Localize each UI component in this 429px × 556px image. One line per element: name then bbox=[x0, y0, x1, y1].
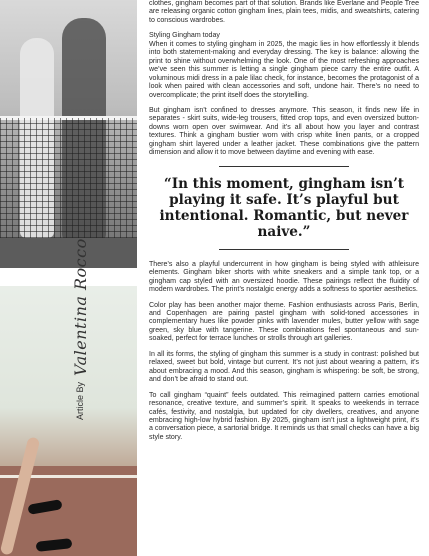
paragraph-styling: When it comes to styling gingham in 2025, the magic lies in how effortlessly it blends into both statement-making and everyday dressing. The key is balance: allowing the print to shine without overwhelming the look. One of the most refreshing approaches we’ve seen this summer is letting a single gingham piece carry the entire outfit. A voluminous midi dress in a pale lilac check, for instance, becomes the protagonist of a look when paired with clean accessories and soft, undone hair. There’s no need to overcomplicate; the print itself does the storytelling. bbox=[149, 40, 419, 99]
paragraph-intro: clothes, gingham becomes part of that solution. Brands like Everlane and People Tree are releasing organic cotton gingham lines, plain tees, midis, and sweatshirts, catering to conscious wardrobes. bbox=[149, 0, 419, 24]
paragraph-playful: There’s also a playful undercurrent in how gingham is being styled with athleisure elements. Gingham biker shorts with white sneakers and a simple tank top, or a gingham cap styled with an oversized hoodie. These pairings reflect the fluidity of modern wardrobes. The print’s nostalgic energy adds a softness to sportier aesthetics. bbox=[149, 260, 419, 294]
paragraph-color: Color play has been another major theme. Fashion enthusiasts across Paris, Berlin, and Copenhagen are pairing pastel gingham with solid-toned accessories in complementary hues like powder pinks with lavender mules, butter yellow with sage green, sky blue with tangerine. These combinations feel spontaneous and sun-soaked, perfect for terrace lunches or strolls through art galleries. bbox=[149, 301, 419, 343]
rule-bottom bbox=[219, 249, 349, 250]
tennis-net bbox=[0, 118, 137, 238]
paragraph-separates: But gingham isn’t confined to dresses anymore. This season, it finds new life in separates - skirt suits, wide-leg trousers, fitted crop tops, and even oversized button-downs worn open over swimwear. And it’s all about how you layer and contrast textures. Think a gingham bustier worn with crisp white linen pants, or a cropped gingham shirt layered under a leather jacket. These combinations give the pattern dimension and allow it to move between daytime and evening with ease. bbox=[149, 106, 419, 157]
author-credit bbox=[60, 238, 100, 420]
paragraph-forms: In all its forms, the styling of gingham this summer is a study in contrast: polished but relaxed, sweet but bold, vintage but current. It’s not just about wearing a pattern, it’s about embracing a mood. And this season, gingham is whispering: be soft, be strong, and don’t be afraid to stand out. bbox=[149, 350, 419, 384]
paragraph-quaint: To call gingham “quaint” feels outdated. This reimagined pattern carries emotional resonance, creative texture, and summer’s spirit. It speaks to weekends in terrace cafés, festivity, and nostalgia, but updated for city dwellers, creatives, and anyone embracing high-low hybrid fashion. By 2025, gingham isn’t just a lightweight print, it’s a conversation piece, a sartorial bridge. It reminds us that small checks can have a big style story. bbox=[149, 391, 419, 441]
court-ground bbox=[0, 238, 137, 268]
subheading: Styling Gingham today bbox=[149, 32, 220, 40]
pull-quote: “In this moment, gingham isn’t playing it safe. It’s playful but intentional. Romantic, but never naive.” bbox=[159, 175, 409, 240]
article-column bbox=[149, 0, 419, 449]
author-signature: Valentina Rocco bbox=[70, 238, 90, 376]
rule-top bbox=[219, 166, 349, 167]
pull-quote-block bbox=[149, 166, 419, 250]
tennis-net-photo bbox=[0, 0, 137, 268]
credit-label: Article By bbox=[75, 381, 85, 420]
